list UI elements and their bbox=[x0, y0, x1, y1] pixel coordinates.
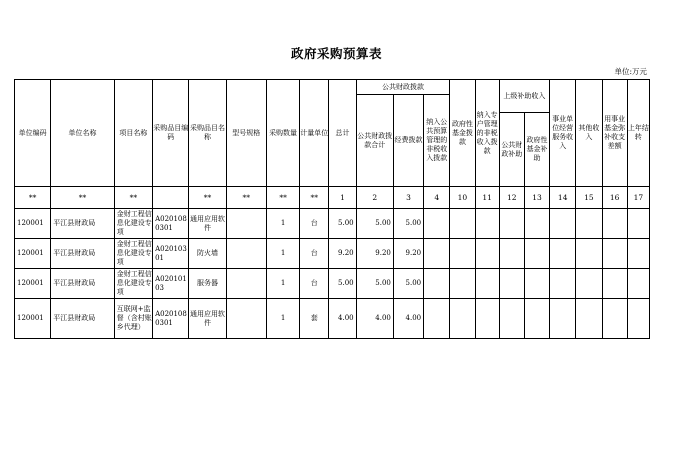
header-other-income: 其他收入 bbox=[576, 80, 602, 187]
cell-operating: 5.00 bbox=[393, 269, 423, 299]
cell-empty bbox=[576, 239, 602, 269]
cell-unit-code: 120001 bbox=[15, 209, 51, 239]
header-gov-fund-subsidy: 政府性基金补助 bbox=[524, 113, 549, 187]
cell-item-name: 服务器 bbox=[189, 269, 226, 299]
cell-empty bbox=[550, 239, 576, 269]
cell-empty bbox=[576, 299, 602, 339]
page-title: 政府采购预算表 bbox=[290, 46, 382, 61]
index-cell: ** bbox=[15, 187, 51, 209]
header-gov-fund-income: 政府性基金拨款 bbox=[450, 80, 475, 187]
cell-project: 金财工程信息化建设专项 bbox=[114, 209, 152, 239]
cell-empty bbox=[475, 209, 499, 239]
cell-item-name: 通用应用软件 bbox=[189, 209, 226, 239]
header-unit-name: 单位名称 bbox=[51, 80, 114, 187]
header-special-fiscal: 纳入专户管理的非税收入拨款 bbox=[475, 80, 499, 187]
cell-empty bbox=[475, 299, 499, 339]
cell-empty bbox=[524, 209, 549, 239]
cell-item-code: A02010103 bbox=[153, 269, 189, 299]
cell-empty bbox=[602, 299, 627, 339]
index-cell: 1 bbox=[329, 187, 356, 209]
cell-empty bbox=[524, 269, 549, 299]
index-cell: ** bbox=[226, 187, 266, 209]
cell-empty bbox=[499, 209, 524, 239]
cell-empty bbox=[602, 269, 627, 299]
cell-operating: 5.00 bbox=[393, 209, 423, 239]
cell-empty bbox=[550, 299, 576, 339]
cell-item-code: A02010301 bbox=[153, 239, 189, 269]
cell-empty bbox=[499, 269, 524, 299]
index-cell: 4 bbox=[424, 187, 450, 209]
header-operating-funds: 经费拨款 bbox=[393, 95, 423, 187]
index-cell: 16 bbox=[602, 187, 627, 209]
index-cell: 3 bbox=[393, 187, 423, 209]
index-row bbox=[15, 187, 650, 209]
index-cell: ** bbox=[114, 187, 152, 209]
cell-empty bbox=[475, 269, 499, 299]
unit-label: 单位:万元 bbox=[614, 67, 647, 76]
cell-empty bbox=[627, 269, 649, 299]
cell-unit-name: 平江县财政局 bbox=[51, 269, 114, 299]
cell-unit-code: 120001 bbox=[15, 239, 51, 269]
cell-public-total: 5.00 bbox=[356, 269, 393, 299]
header-business-income: 事业单位经营服务收入 bbox=[550, 80, 576, 187]
index-cell bbox=[153, 187, 189, 209]
index-cell: 15 bbox=[576, 187, 602, 209]
header-superior-subsidy-group: 上级补助收入 bbox=[499, 80, 549, 113]
header-row-1 bbox=[15, 80, 650, 95]
cell-total: 5.00 bbox=[329, 209, 356, 239]
index-cell: ** bbox=[189, 187, 226, 209]
cell-item-name: 通用应用软件 bbox=[189, 299, 226, 339]
header-qty: 采购数量 bbox=[266, 80, 299, 187]
cell-empty bbox=[424, 239, 450, 269]
cell-qty: 1 bbox=[266, 239, 299, 269]
cell-empty bbox=[524, 299, 549, 339]
header-unit-code: 单位编码 bbox=[15, 80, 51, 187]
cell-empty bbox=[576, 209, 602, 239]
cell-public-total: 4.00 bbox=[356, 299, 393, 339]
cell-empty bbox=[576, 269, 602, 299]
index-cell: 11 bbox=[475, 187, 499, 209]
header-public-fiscal-group: 公共财政拨款 bbox=[356, 80, 450, 95]
index-cell: 13 bbox=[524, 187, 549, 209]
cell-empty bbox=[627, 209, 649, 239]
cell-empty bbox=[524, 239, 549, 269]
header-public-fiscal-subsidy: 公共财政补助 bbox=[499, 113, 524, 187]
index-cell: 10 bbox=[450, 187, 475, 209]
cell-project: 金财工程信息化建设专项 bbox=[114, 239, 152, 269]
header-non-tax-income: 纳入公共预算管理的非税收入拨款 bbox=[424, 95, 450, 187]
cell-unit-code: 120001 bbox=[15, 299, 51, 339]
cell-item-code: A0201080301 bbox=[153, 209, 189, 239]
header-item-name: 采购品目名称 bbox=[189, 80, 226, 187]
cell-operating: 9.20 bbox=[393, 239, 423, 269]
index-cell: 14 bbox=[550, 187, 576, 209]
cell-empty bbox=[450, 209, 475, 239]
cell-public-total: 5.00 bbox=[356, 209, 393, 239]
cell-empty bbox=[499, 239, 524, 269]
header-model-spec: 型号规格 bbox=[226, 80, 266, 187]
index-cell: ** bbox=[51, 187, 114, 209]
table-row bbox=[15, 299, 650, 339]
header-public-fiscal-total: 公共财政拨款合计 bbox=[356, 95, 393, 187]
cell-qty: 1 bbox=[266, 299, 299, 339]
index-cell: 2 bbox=[356, 187, 393, 209]
cell-empty bbox=[424, 209, 450, 239]
budget-table bbox=[14, 79, 650, 339]
index-cell: ** bbox=[300, 187, 329, 209]
cell-qty: 1 bbox=[266, 209, 299, 239]
cell-measure: 台 bbox=[300, 209, 329, 239]
cell-measure: 台 bbox=[300, 239, 329, 269]
cell-unit-name: 平江县财政局 bbox=[51, 239, 114, 269]
cell-total: 4.00 bbox=[329, 299, 356, 339]
index-cell: 12 bbox=[499, 187, 524, 209]
cell-operating: 4.00 bbox=[393, 299, 423, 339]
cell-empty bbox=[450, 239, 475, 269]
cell-total: 9.20 bbox=[329, 239, 356, 269]
header-career-fund-balance: 用事业基金弥补收支差额 bbox=[602, 80, 627, 187]
header-measure-unit: 计量单位 bbox=[300, 80, 329, 187]
index-cell: ** bbox=[266, 187, 299, 209]
index-cell: 17 bbox=[627, 187, 649, 209]
cell-model bbox=[226, 269, 266, 299]
cell-empty bbox=[424, 299, 450, 339]
cell-measure: 台 bbox=[300, 269, 329, 299]
header-total: 总计 bbox=[329, 80, 356, 187]
cell-unit-code: 120001 bbox=[15, 269, 51, 299]
cell-empty bbox=[550, 269, 576, 299]
header-last-year-carryover: 上年结转 bbox=[627, 80, 649, 187]
cell-empty bbox=[424, 269, 450, 299]
header-item-code: 采购品目编码 bbox=[153, 80, 189, 187]
cell-empty bbox=[627, 239, 649, 269]
cell-empty bbox=[450, 299, 475, 339]
cell-item-name: 防火墙 bbox=[189, 239, 226, 269]
cell-project: 金财工程信息化建设专项 bbox=[114, 269, 152, 299]
cell-model bbox=[226, 239, 266, 269]
table-row bbox=[15, 209, 650, 239]
cell-empty bbox=[499, 299, 524, 339]
cell-empty bbox=[475, 239, 499, 269]
cell-unit-name: 平江县财政局 bbox=[51, 299, 114, 339]
cell-unit-name: 平江县财政局 bbox=[51, 209, 114, 239]
table-row bbox=[15, 269, 650, 299]
cell-measure: 套 bbox=[300, 299, 329, 339]
cell-model bbox=[226, 299, 266, 339]
cell-empty bbox=[602, 209, 627, 239]
cell-empty bbox=[550, 209, 576, 239]
cell-empty bbox=[450, 269, 475, 299]
cell-total: 5.00 bbox=[329, 269, 356, 299]
cell-model bbox=[226, 209, 266, 239]
cell-item-code: A0201080301 bbox=[153, 299, 189, 339]
cell-empty bbox=[627, 299, 649, 339]
cell-qty: 1 bbox=[266, 269, 299, 299]
cell-empty bbox=[602, 239, 627, 269]
cell-public-total: 9.20 bbox=[356, 239, 393, 269]
header-project-name: 项目名称 bbox=[114, 80, 152, 187]
cell-project: 互联网+监督（含村账乡代理） bbox=[114, 299, 152, 339]
table-row bbox=[15, 239, 650, 269]
